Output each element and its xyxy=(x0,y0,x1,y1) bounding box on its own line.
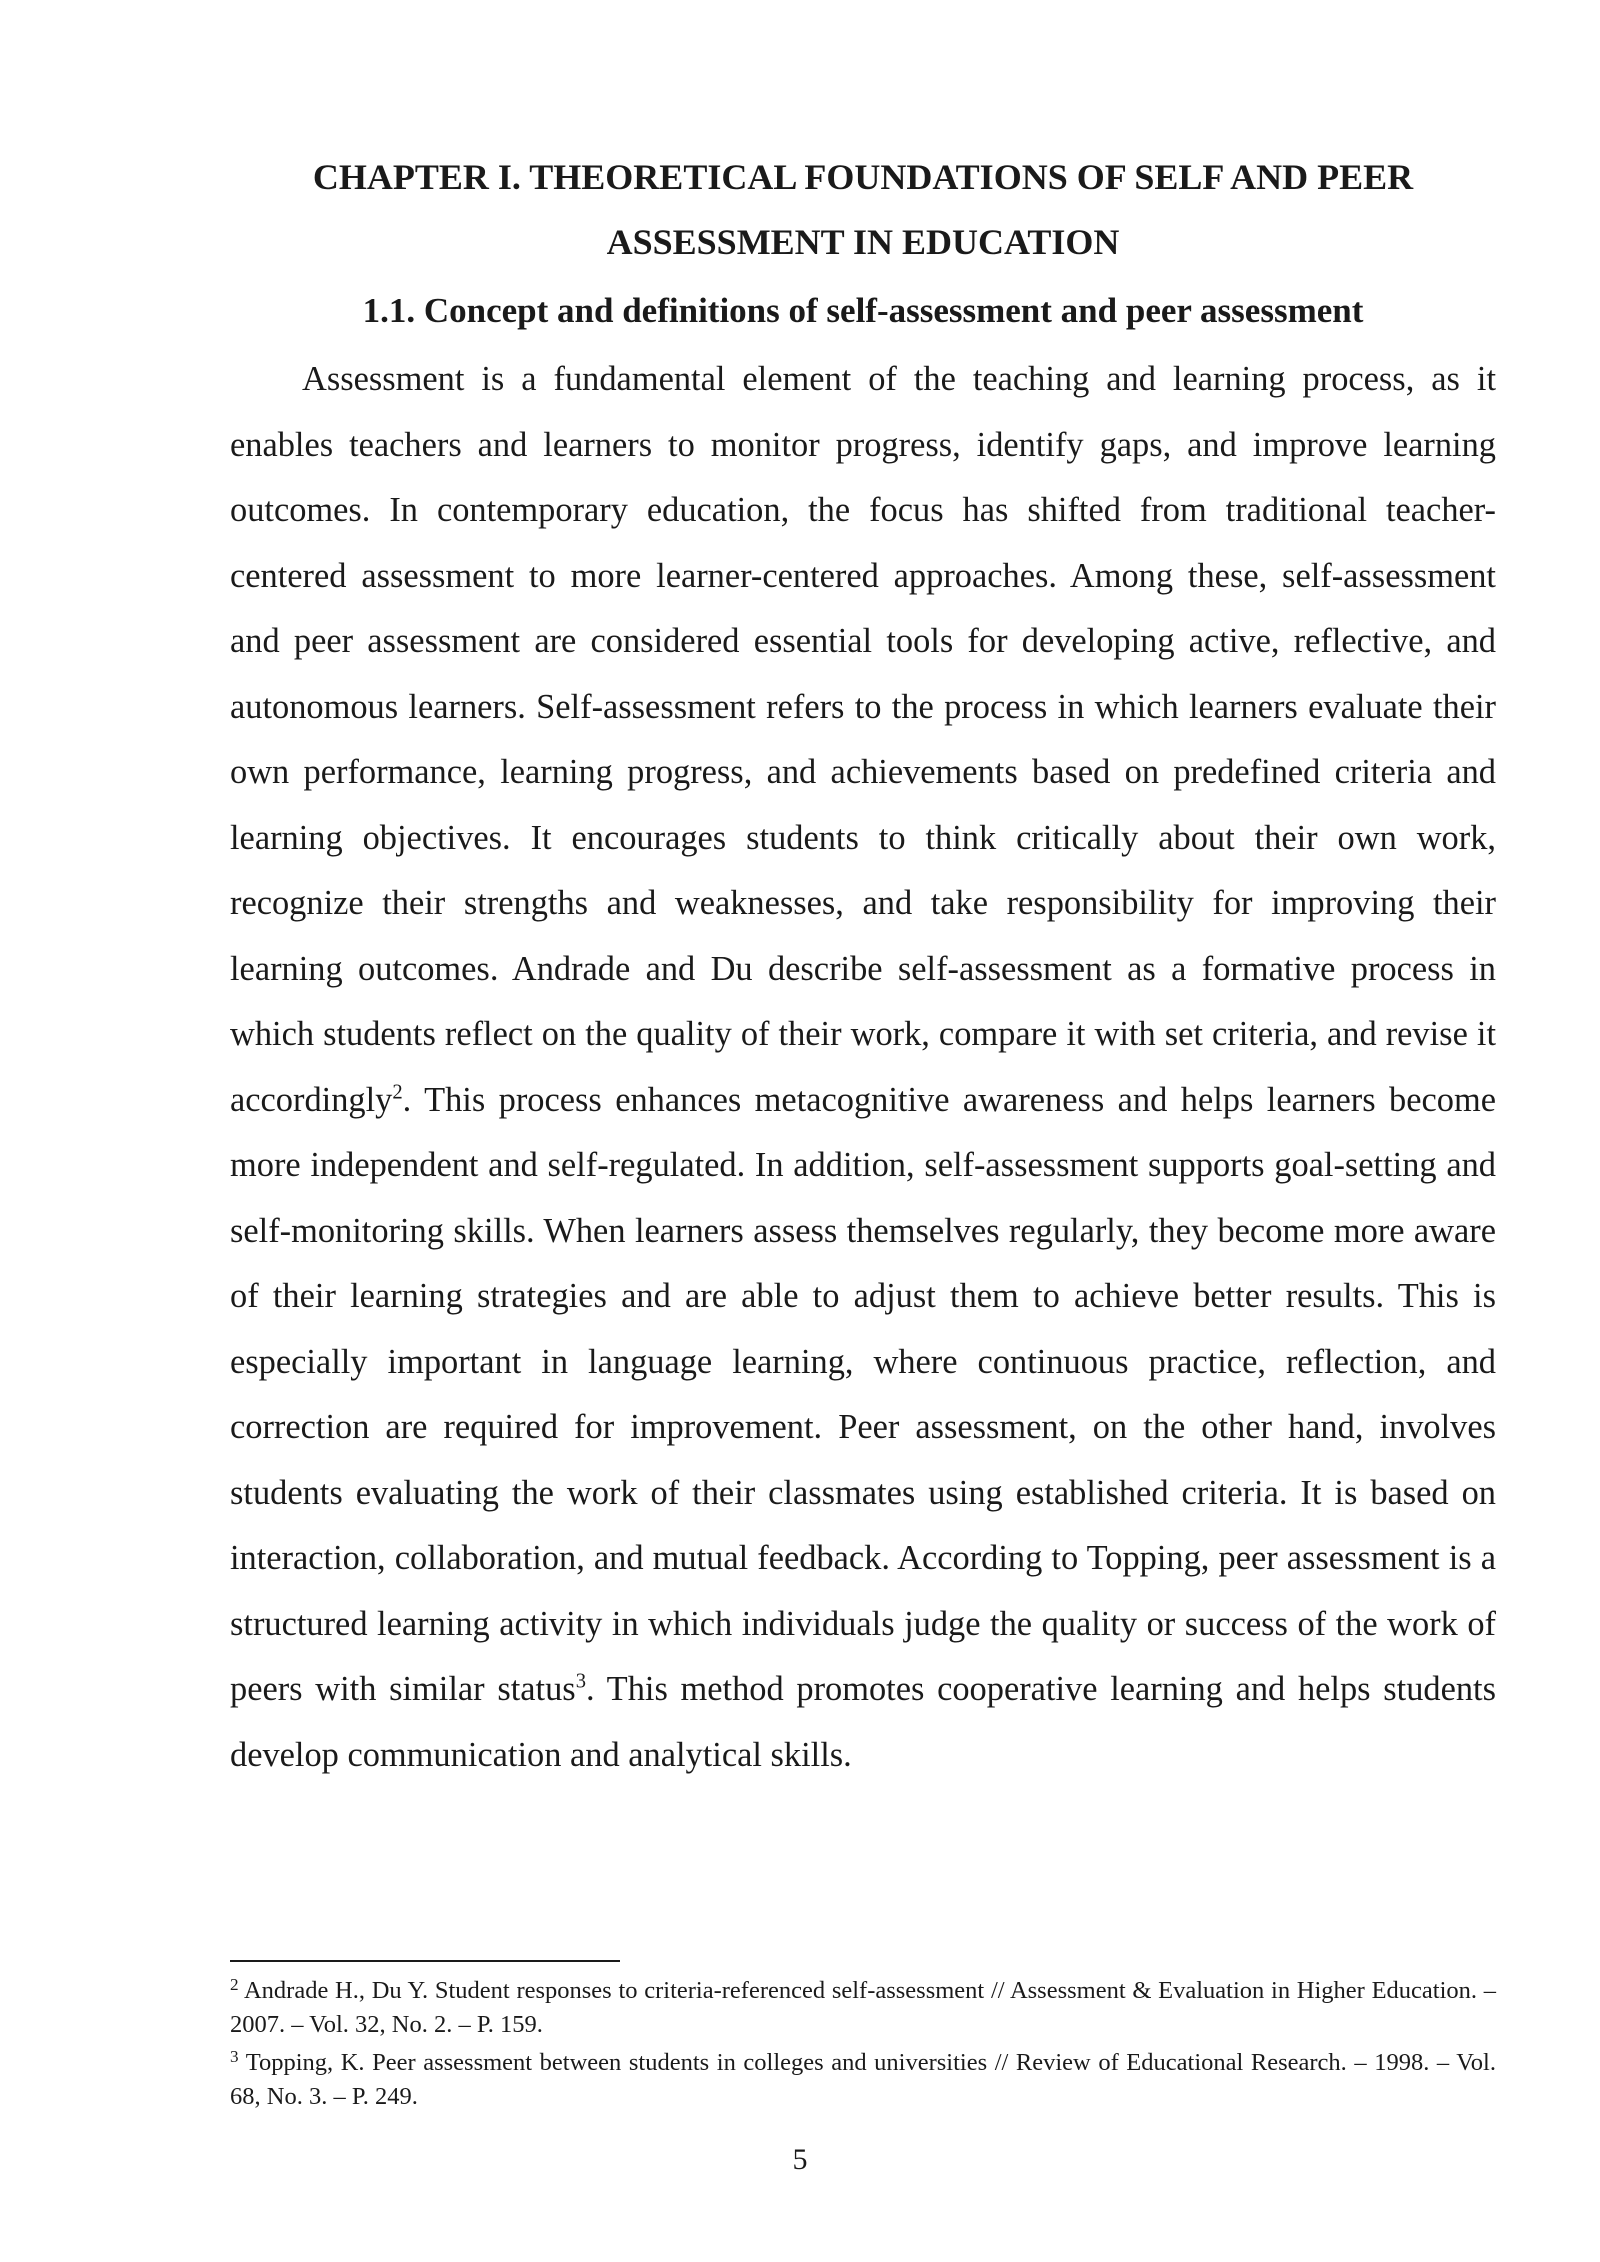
footnotes xyxy=(230,1974,1496,2118)
body-text-part-1: Assessment is a fundamental element of the teaching and learning process, as it enables teachers and learners to monitor progress, identify gaps, and improve learning outcomes. In contemporary education, the focus has shifted from traditional teacher-centered assessment to more learner-centered approaches. Among these, self-assessment and peer assessment are considered essential tools for developing active, reflective, and autonomous learners. Self-assessment refers to the process in which learners evaluate their own performance, learning progress, and achievements based on predefined criteria and learning objectives. It encourages students to think critically about their own work, recognize their strengths and weaknesses, and take responsibility for improving their learning outcomes. Andrade and Du describe self-assessment as a formative process in which students reflect on the quality of their work, compare it with set criteria, and revise it accordingly xyxy=(230,360,1496,1119)
body-text-part-3: . This method promotes cooperative learning and helps students develop communication and analytical skills. xyxy=(230,1670,1496,1774)
footnote-number: 3 xyxy=(230,2047,239,2066)
page-content xyxy=(230,145,1496,1788)
footnote-number: 2 xyxy=(230,1975,239,1994)
footnote-reference-2[interactable]: 2 xyxy=(392,1081,403,1104)
chapter-title-line-1: CHAPTER I. THEORETICAL FOUNDATIONS OF SELF AND PEER xyxy=(312,157,1414,197)
chapter-title-line-2: ASSESSMENT IN EDUCATION xyxy=(606,222,1120,262)
footnote-3 xyxy=(230,2046,1496,2114)
footnote-text: Topping, K. Peer assessment between students in colleges and universities // Review of Educational Research. – 1998. – Vol. 68, No. 3. – P. 249. xyxy=(230,2049,1496,2110)
body-paragraph xyxy=(230,347,1496,1788)
footnote-divider xyxy=(230,1960,620,1962)
footnote-2 xyxy=(230,1974,1496,2042)
footnote-reference-3[interactable]: 3 xyxy=(575,1670,586,1693)
footnote-text: Andrade H., Du Y. Student responses to criteria-referenced self-assessment // Assessment & Evaluation in Higher Education. – 2007. – Vol. 32, No. 2. – P. 159. xyxy=(230,1977,1496,2038)
page-number: 5 xyxy=(792,2143,808,2176)
body-text-part-2: . This process enhances metacognitive awareness and helps learners become more independent and self-regulated. In addition, self-assessment supports goal-setting and self-monitoring skills. When learners assess themselves regularly, they become more aware of their learning strategies and are able to adjust them to achieve better results. This is especially important in language learning, where continuous practice, reflection, and correction are required for improvement. Peer assessment, on the other hand, involves students evaluating the work of their classmates using established criteria. It is based on interaction, collaboration, and mutual feedback. According to Topping, peer assessment is a structured learning activity in which individuals judge the quality or success of the work of peers with similar status xyxy=(230,1080,1496,1708)
section-title: 1.1. Concept and definitions of self-assessment and peer assessment xyxy=(362,291,1364,330)
chapter-title xyxy=(230,145,1496,275)
